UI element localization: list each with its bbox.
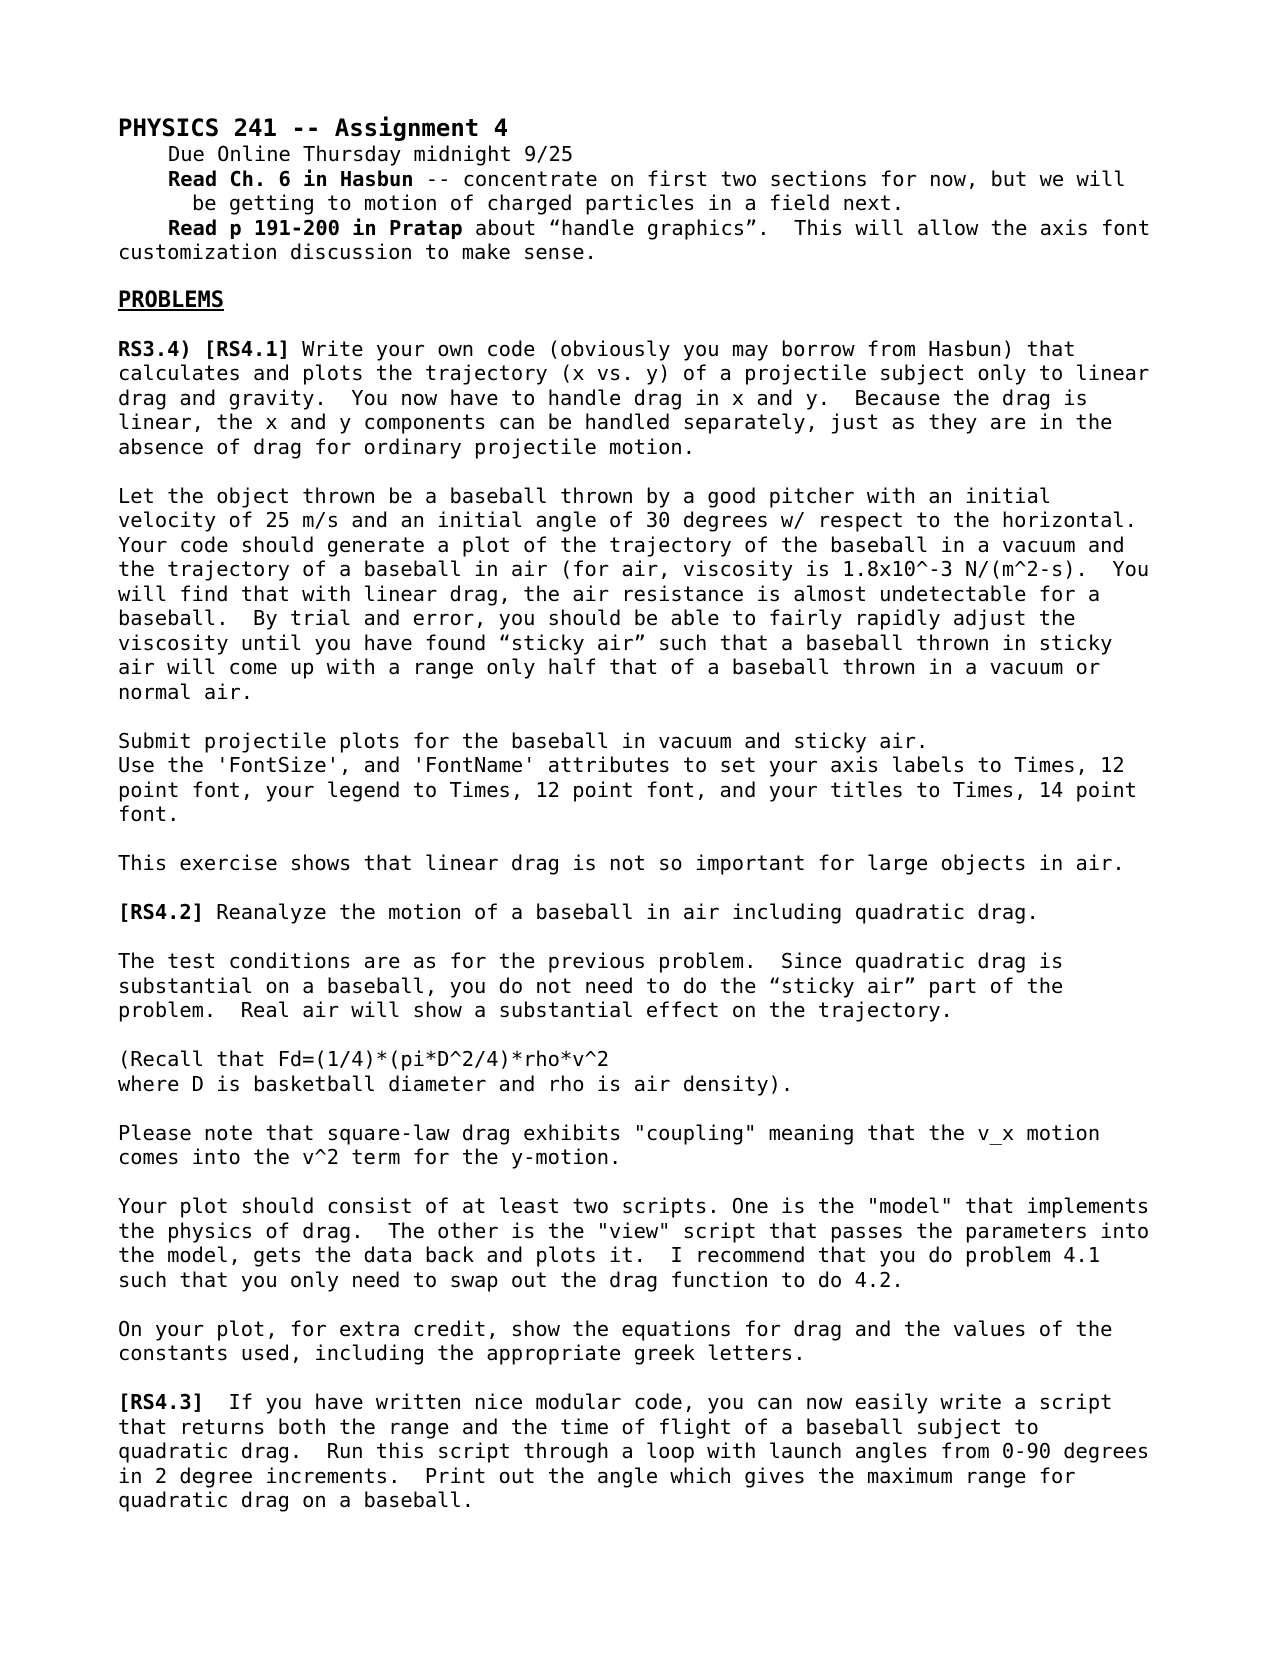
rs41-p3-line: point font, your legend to Times, 12 point font, and your titles to Times, 14 point xyxy=(118,777,1137,802)
rs42-p4-line: comes into the v^2 term for the y-motion. xyxy=(118,1145,622,1169)
rs41-p2-line: normal air. xyxy=(118,679,254,704)
rs41-line-3: linear, the x and y components can be handled separately, just as they are in the xyxy=(118,410,1113,434)
rs42-p3-line: (Recall that Fd=(1/4)*(pi*D^2/4)*rho*v^2 xyxy=(118,1047,610,1071)
rs42-p2-line: problem. Real air will show a substantial effect on the trajectory. xyxy=(118,998,953,1022)
rs42-p5-line: the physics of drag. The other is the "view" script that passes the parameters into xyxy=(118,1218,1150,1243)
rs43-line-0 xyxy=(118,1390,1248,1415)
rs42-text: Reanalyze the motion of a baseball in air including quadratic drag. xyxy=(203,900,1039,924)
reading-pratap-text: about “handle graphics”. This will allow the axis font xyxy=(462,215,1151,240)
reading-pratap-cont: customization discussion to make sense. xyxy=(118,240,597,264)
rs41-line-2: drag and gravity. You now have to handle drag in x and y. Because the drag is xyxy=(118,385,1088,410)
rs43-label: [RS4.3] xyxy=(118,1390,204,1414)
rs42-label: [RS4.2] xyxy=(118,900,204,924)
rs41-p2-line: Your code should generate a plot of the trajectory of the baseball in a vacuum and xyxy=(118,532,1125,557)
rs42-p5-line: Your plot should consist of at least two scripts. One is the "model" that implements xyxy=(118,1194,1150,1218)
rs43-line: quadratic drag. Run this script through a loop with launch angles from 0-90 degrees xyxy=(118,1439,1150,1463)
rs41-p3-line: Submit projectile plots for the baseball in vacuum and sticky air. xyxy=(118,728,929,753)
rs42-p5-line: the model, gets the data back and plots it. I recommend that you do problem 4.1 xyxy=(118,1243,1101,1267)
rs42-p4-line: Please note that square-law drag exhibits "coupling" meaning that the v_x motion xyxy=(118,1120,1101,1145)
reading-pratap xyxy=(118,216,1248,241)
rs42-p6-line: On your plot, for extra credit, show the equations for drag and the values of the xyxy=(118,1316,1113,1341)
page-title: PHYSICS 241 -- Assignment 4 xyxy=(118,114,509,142)
rs41-p2-line: baseball. By trial and error, you should be able to fairly rapidly adjust the xyxy=(118,606,1076,630)
rs41-line-1: calculates and plots the trajectory (x vs. y) of a projectile subject only to linear xyxy=(118,361,1150,385)
rs41-p2-line: velocity of 25 m/s and an initial angle of 30 degrees w/ respect to the horizontal. xyxy=(118,508,1137,532)
rs41-p2-line: will find that with linear drag, the air resistance is almost undetectable for a xyxy=(118,581,1101,606)
rs41-p2-line: Let the object thrown be a baseball thrown by a good pitcher with an initial xyxy=(118,483,1051,508)
rs41-p2-line: the trajectory of a baseball in air (for air, viscosity is 1.8x10^-3 N/(m^2-s). You xyxy=(118,557,1150,581)
reading-hasbun xyxy=(118,167,1248,192)
rs42-p6-line: constants used, including the appropriate greek letters. xyxy=(118,1341,806,1365)
rs43-line: quadratic drag on a baseball. xyxy=(118,1488,475,1512)
rs41-p2-line: air will come up with a range only half that of a baseball thrown in a vacuum or xyxy=(118,655,1101,679)
rs41-line-0 xyxy=(118,337,1248,362)
rs43-line: in 2 degree increments. Print out the angle which gives the maximum range for xyxy=(118,1463,1076,1488)
reading-hasbun-cont: be getting to motion of charged particles in a field next. xyxy=(192,191,905,215)
rs41-p2-line: viscosity until you have found “sticky air” such that a baseball thrown in sticky xyxy=(118,630,1113,655)
assignment-document xyxy=(118,108,1248,1513)
rs41-p3-line: Use the 'FontSize', and 'FontName' attributes to set your axis labels to Times, 12 xyxy=(118,753,1125,777)
rs42-p2-line: substantial on a baseball, you do not need to do the “sticky air” part of the xyxy=(118,973,1064,998)
reading-hasbun-bold: Read Ch. 6 in Hasbun xyxy=(168,166,414,191)
rs41-text-0: Write your own code (obviously you may borrow from Hasbun) that xyxy=(289,336,1076,361)
rs42-line-0 xyxy=(118,900,1248,925)
rs41-p3-line: font. xyxy=(118,802,180,826)
rs43-line: that returns both the range and the time of flight of a baseball subject to xyxy=(118,1414,1039,1439)
rs41-label: RS3.4) [RS4.1] xyxy=(118,336,290,361)
rs43-text-0: If you have written nice modular code, you can now easily write a script xyxy=(203,1390,1113,1414)
reading-pratap-bold: Read p 191-200 in Pratap xyxy=(168,215,463,240)
rs42-p3-line: where D is basketball diameter and rho is air density). xyxy=(118,1071,794,1096)
rs41-line-4: absence of drag for ordinary projectile motion. xyxy=(118,434,695,459)
rs42-p5-line: such that you only need to swap out the drag function to do 4.2. xyxy=(118,1267,904,1292)
reading-hasbun-text: -- concentrate on first two sections for now, but we will xyxy=(413,166,1126,191)
problems-heading: PROBLEMS xyxy=(118,287,224,313)
due-date: Due Online Thursday midnight 9/25 xyxy=(168,142,574,166)
rs41-p4-line: This exercise shows that linear drag is not so important for large objects in air. xyxy=(118,851,1125,875)
rs42-p2-line: The test conditions are as for the previous problem. Since quadratic drag is xyxy=(118,949,1064,973)
